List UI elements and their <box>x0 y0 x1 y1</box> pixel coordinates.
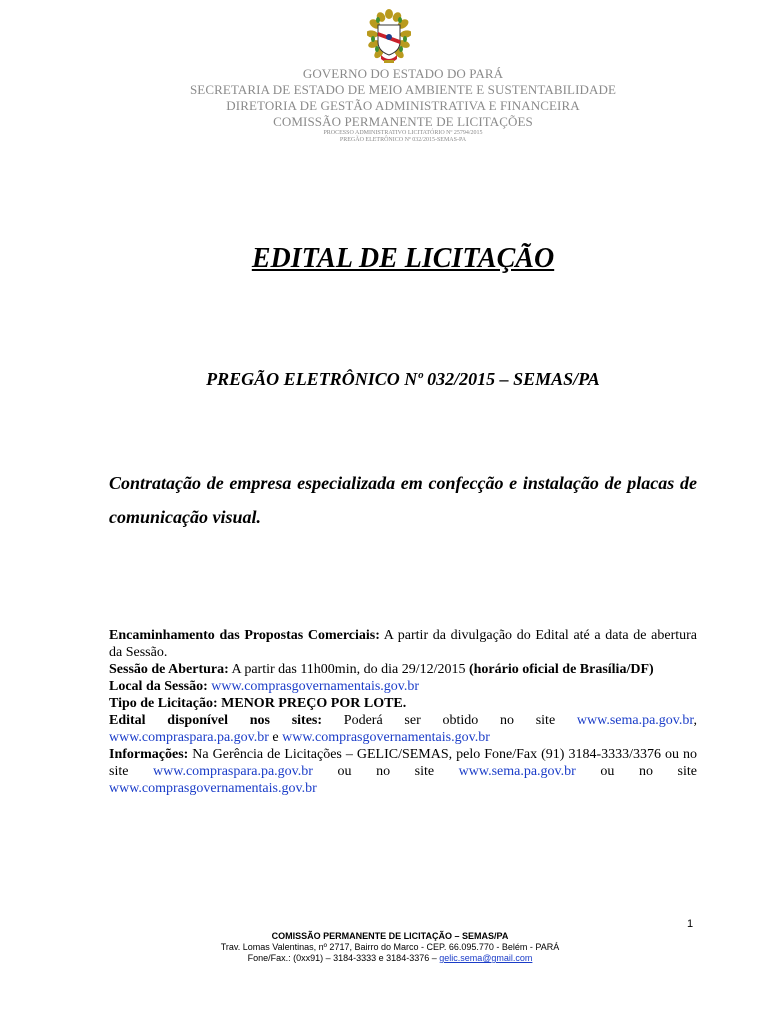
footer-phone: Fone/Fax.: (0xx91) – 3184-3333 e 3184-3376 – <box>247 953 440 963</box>
info-tipo-label: Tipo de Licitação: <box>109 696 218 711</box>
info-edital-text: Poderá ser obtido no site <box>322 713 577 728</box>
info-encaminhamento-text: A partir da divulgação do Edital até a data de abertura da Sessão. <box>109 628 697 660</box>
state-coat-of-arms <box>367 8 411 68</box>
info-informacoes-label: Informações: <box>109 747 189 762</box>
document-footer <box>0 931 770 964</box>
info-edital-link-sema[interactable]: www.sema.pa.gov.br <box>576 713 694 728</box>
info-edital-link-compraspara[interactable]: www.compraspara.pa.gov.br <box>109 730 269 745</box>
footer-commission: COMISSÃO PERMANENTE DE LICITAÇÃO – SEMAS/PA <box>271 931 509 941</box>
header-directorate: DIRETORIA DE GESTÃO ADMINISTRATIVA E FINANCEIRA <box>226 98 580 113</box>
info-edital-label: Edital disponível nos sites: <box>109 713 323 728</box>
info-encaminhamento-label: Encaminhamento das Propostas Comerciais: <box>109 628 380 643</box>
info-informacoes-or-2: ou no site <box>575 764 697 779</box>
footer-address: Trav. Lomas Valentinas, nº 2717, Bairro do Marco - CEP. 66.095.770 - Belém - PARÁ <box>220 942 560 952</box>
page-number: 1 <box>687 918 694 930</box>
info-tipo-value: MENOR PREÇO POR LOTE. <box>217 696 407 711</box>
footer-contact <box>0 953 770 964</box>
info-tipo <box>109 695 697 712</box>
info-local <box>109 678 697 695</box>
info-sessao <box>109 661 697 678</box>
info-edital-line2 <box>109 729 697 746</box>
info-sessao-timezone: (horário oficial de Brasília/DF) <box>468 662 654 677</box>
info-local-link[interactable]: www.comprasgovernamentais.gov.br <box>211 679 420 694</box>
info-informacoes-link-comprasgov[interactable]: www.comprasgovernamentais.gov.br <box>109 781 317 796</box>
info-informacoes-or-1: ou no site <box>312 764 459 779</box>
procurement-object: Contratação de empresa especializada em confecção e instalação de placas de comunicação visual. <box>109 473 697 527</box>
info-local-label: Local da Sessão: <box>109 679 208 694</box>
footer-email-link[interactable]: gelic.sema@gmail.com <box>439 953 533 963</box>
info-informacoes-link-sema[interactable]: www.sema.pa.gov.br <box>458 764 576 779</box>
info-edital-line1: Edital disponível nos sites: Poderá ser obtido no site www.sema.pa.gov.br, <box>109 713 697 728</box>
header-secretariat: SECRETARIA DE ESTADO DE MEIO AMBIENTE E SUSTENTABILIDADE <box>189 82 617 97</box>
info-informacoes-link-compraspara[interactable]: www.compraspara.pa.gov.br <box>153 764 313 779</box>
info-edital-link-comprasgov[interactable]: www.comprasgovernamentais.gov.br <box>282 730 490 745</box>
document-header <box>0 66 770 144</box>
info-informacoes-text: Na Gerência de Licitações – GELIC/SEMAS, pelo Fone/Fax (91) 3184-3333/3376 ou no site <box>109 747 697 779</box>
header-government: GOVERNO DO ESTADO DO PARÁ <box>302 66 504 81</box>
header-commission: COMISSÃO PERMANENTE DE LICITAÇÕES <box>273 114 533 129</box>
info-encaminhamento <box>109 627 697 661</box>
info-informacoes <box>109 746 697 797</box>
header-pregao-number: PREGÃO ELETRÔNICO Nº 032/2015-SEMAS-PA <box>339 137 467 143</box>
procurement-info <box>109 627 697 797</box>
document-title: EDITAL DE LICITAÇÃO <box>251 243 555 274</box>
info-sessao-label: Sessão de Abertura: <box>109 662 229 677</box>
info-edital-and: e <box>268 730 283 745</box>
header-process-number: PROCESSO ADMINISTRATIVO LICITATÓRIO Nº 25794/2015 <box>323 130 483 136</box>
document-subtitle: PREGÃO ELETRÔNICO Nº 032/2015 – SEMAS/PA <box>206 369 600 389</box>
info-sessao-text: A partir das 11h00min, do dia 29/12/2015 <box>228 662 469 677</box>
